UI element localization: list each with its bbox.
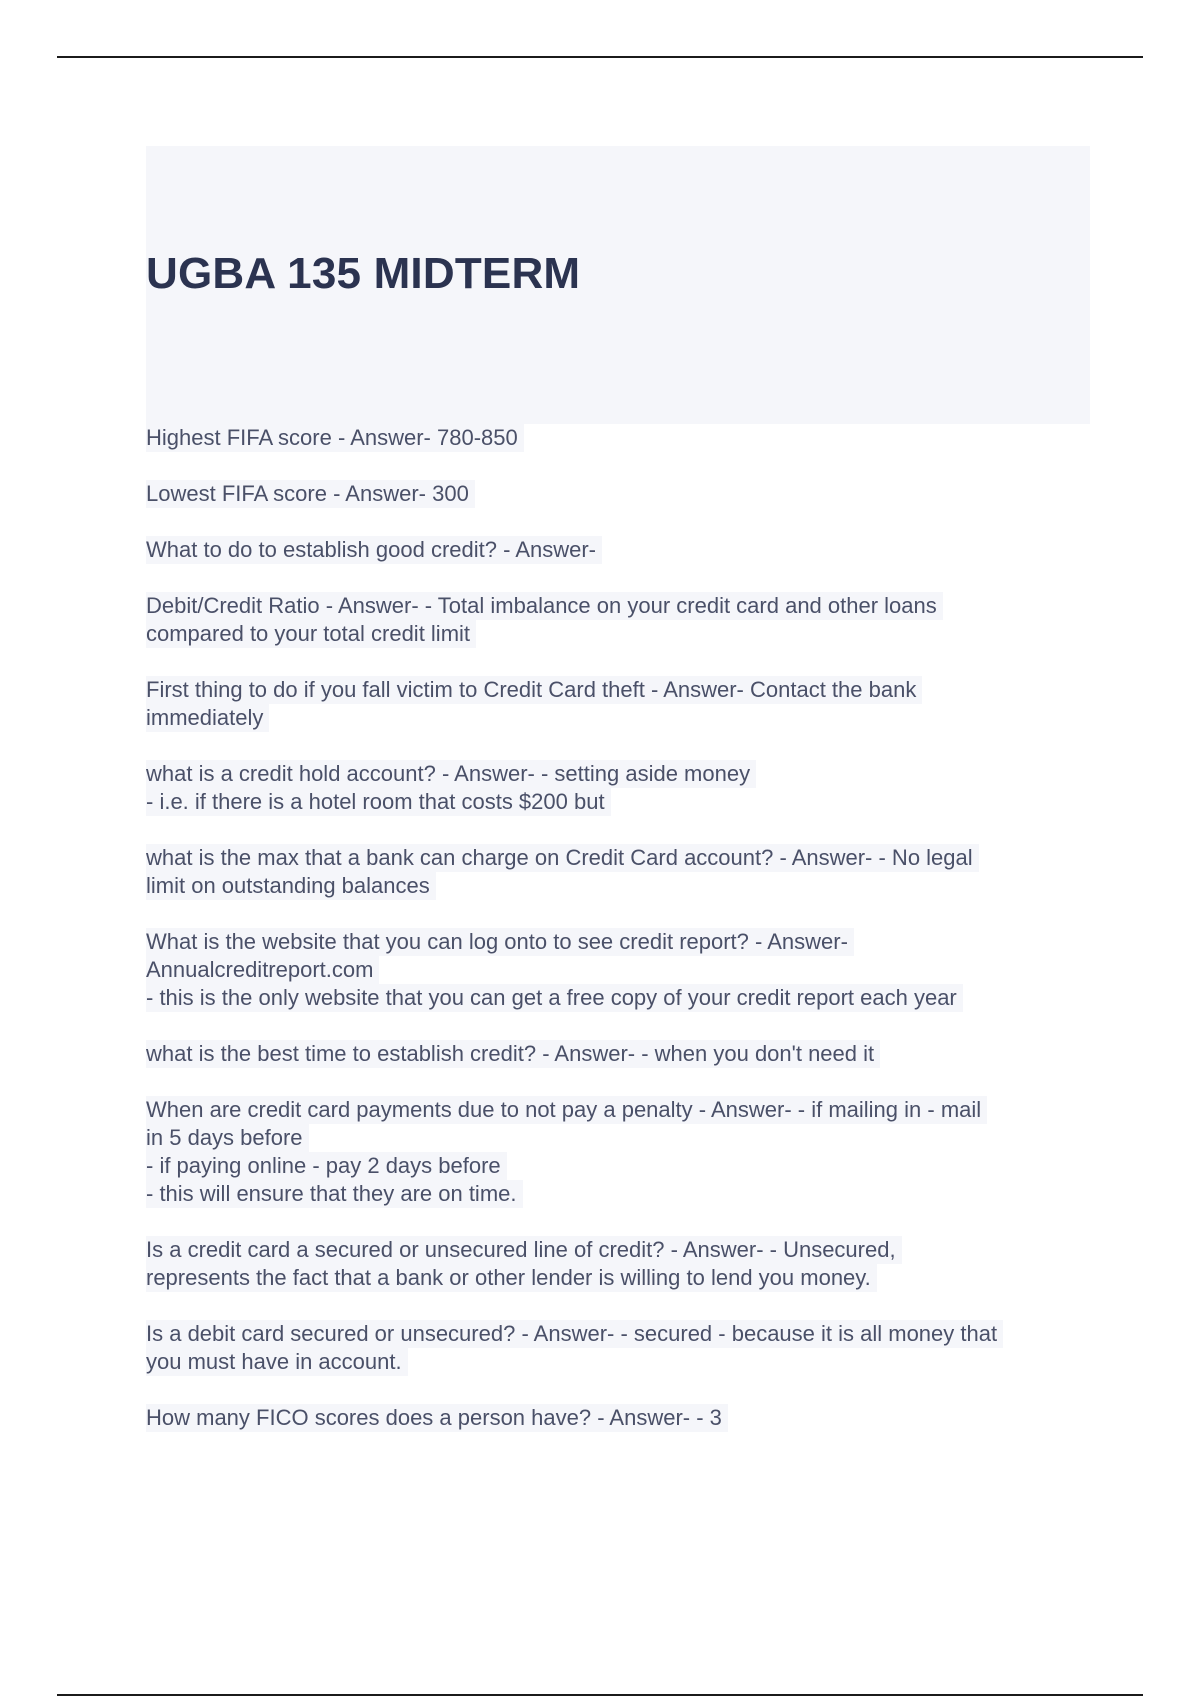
document-title: UGBA 135 MIDTERM bbox=[146, 249, 581, 298]
qa-item bbox=[146, 1320, 1106, 1376]
qa-line: - this will ensure that they are on time. bbox=[146, 1180, 523, 1208]
qa-line: what is the max that a bank can charge on Credit Card account? - Answer- - No legal bbox=[146, 844, 979, 872]
qa-line: What to do to establish good credit? - Answer- bbox=[146, 536, 602, 564]
qa-item bbox=[146, 480, 1106, 508]
qa-item bbox=[146, 536, 1106, 564]
qa-line: Debit/Credit Ratio - Answer- - Total imbalance on your credit card and other loans bbox=[146, 592, 943, 620]
qa-item bbox=[146, 1040, 1106, 1068]
qa-line: What is the website that you can log onto to see credit report? - Answer- bbox=[146, 928, 854, 956]
top-rule bbox=[57, 56, 1143, 58]
qa-item bbox=[146, 424, 1106, 452]
qa-line: Highest FIFA score - Answer- 780-850 bbox=[146, 424, 524, 452]
qa-line: what is the best time to establish credit? - Answer- - when you don't need it bbox=[146, 1040, 880, 1068]
qa-item bbox=[146, 844, 1106, 900]
qa-line: Is a debit card secured or unsecured? - Answer- - secured - because it is all money that bbox=[146, 1320, 1003, 1348]
qa-item bbox=[146, 1236, 1106, 1292]
qa-line: compared to your total credit limit bbox=[146, 620, 476, 648]
qa-line: in 5 days before bbox=[146, 1124, 309, 1152]
qa-line: what is a credit hold account? - Answer- - setting aside money bbox=[146, 760, 756, 788]
qa-item bbox=[146, 676, 1106, 732]
qa-line: - i.e. if there is a hotel room that costs $200 but bbox=[146, 788, 611, 816]
qa-line: Is a credit card a secured or unsecured line of credit? - Answer- - Unsecured, bbox=[146, 1236, 902, 1264]
qa-line: Lowest FIFA score - Answer- 300 bbox=[146, 480, 475, 508]
bottom-rule bbox=[57, 1694, 1143, 1696]
qa-item bbox=[146, 1096, 1106, 1208]
qa-list bbox=[146, 424, 1106, 1460]
qa-item bbox=[146, 928, 1106, 1012]
qa-item bbox=[146, 1404, 1106, 1432]
qa-line: How many FICO scores does a person have? - Answer- - 3 bbox=[146, 1404, 728, 1432]
qa-line: Annualcreditreport.com bbox=[146, 956, 379, 984]
qa-item bbox=[146, 592, 1106, 648]
qa-line: - if paying online - pay 2 days before bbox=[146, 1152, 507, 1180]
qa-item bbox=[146, 760, 1106, 816]
qa-line: First thing to do if you fall victim to Credit Card theft - Answer- Contact the bank bbox=[146, 676, 922, 704]
qa-line: limit on outstanding balances bbox=[146, 872, 436, 900]
qa-line: represents the fact that a bank or other lender is willing to lend you money. bbox=[146, 1264, 877, 1292]
qa-line: When are credit card payments due to not pay a penalty - Answer- - if mailing in - mail bbox=[146, 1096, 987, 1124]
qa-line: immediately bbox=[146, 704, 269, 732]
qa-line: you must have in account. bbox=[146, 1348, 408, 1376]
qa-line: - this is the only website that you can get a free copy of your credit report each year bbox=[146, 984, 963, 1012]
